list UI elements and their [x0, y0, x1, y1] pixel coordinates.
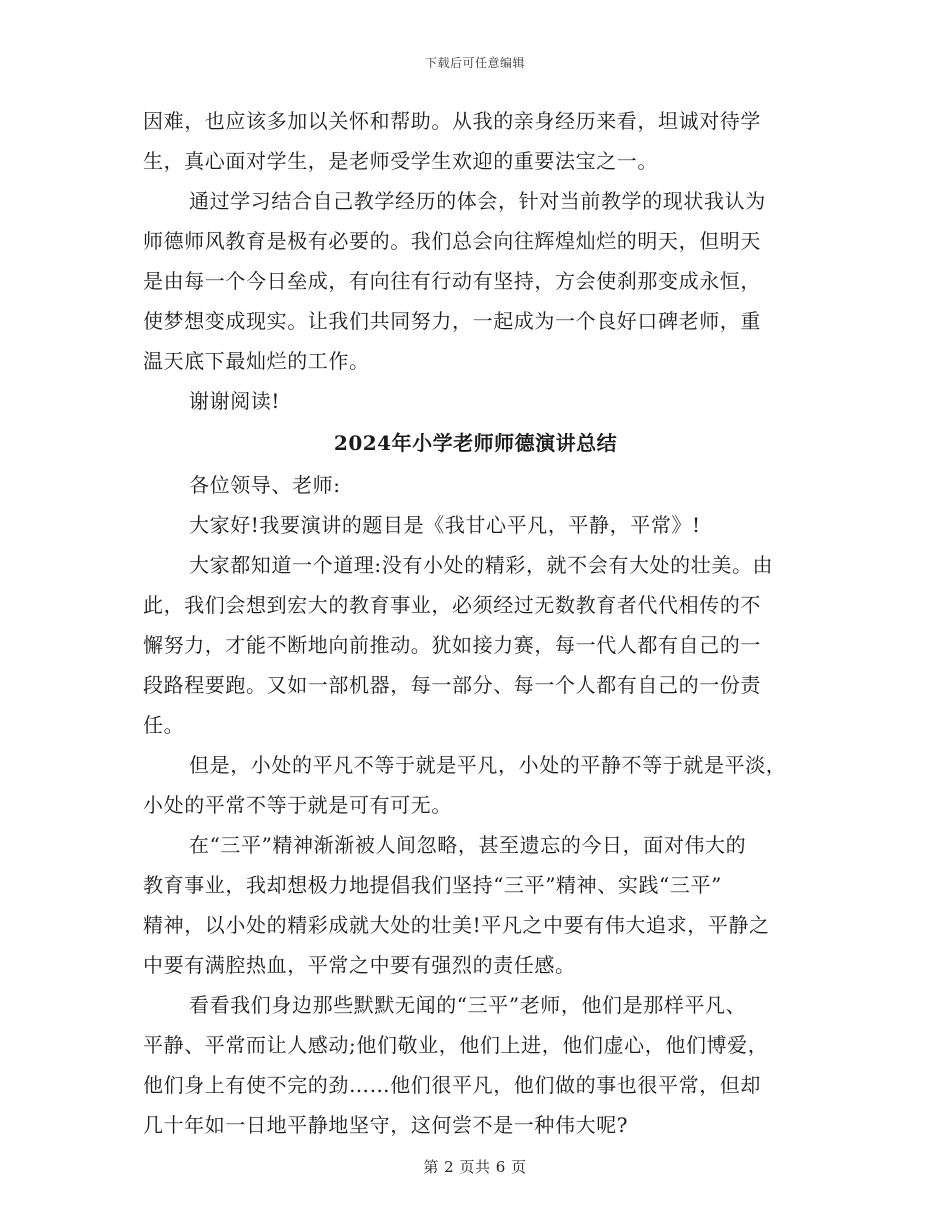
text-line: 中要有满腔热血，平常之中要有强烈的责任感。 [143, 953, 576, 977]
text-line: 任。 [143, 713, 185, 737]
page-header: 下载后可任意编辑 [424, 56, 525, 70]
text-line: 因难，也应该多加以关怀和帮助。从我的亲身经历来看，坦诚对待学 [143, 109, 761, 133]
text-line: 温天底下最灿烂的工作。 [143, 349, 370, 373]
document-body [143, 101, 808, 1145]
paragraph-8 [143, 825, 808, 985]
section-title: 2024年小学老师师德演讲总结 [333, 431, 618, 455]
paragraph-3 [143, 381, 808, 421]
text-line: 懈努力，才能不断地向前推动。犹如接力赛，每一代人都有自己的一 [143, 633, 761, 657]
text-line: 此，我们会想到宏大的教育事业，必须经过无数教育者代代相传的不 [143, 593, 761, 617]
text-line: 精神，以小处的精彩成就大处的壮美!平凡之中要有伟大追求，平静之 [143, 913, 770, 937]
text-line: 通过学习结合自己教学经历的体会，针对当前教学的现状我认为 [189, 189, 766, 213]
text-line: 大家好!我要演讲的题目是《我甘心平凡，平静，平常》! [189, 513, 701, 537]
paragraph-1 [143, 101, 808, 181]
text-line: 是由每一个今日垒成，有向往有行动有坚持，方会使刹那变成永恒， [143, 269, 761, 293]
paragraph-2 [143, 181, 808, 381]
text-line: 大家都知道一个道理:没有小处的精彩，就不会有大处的壮美。由 [189, 553, 774, 577]
text-line: 各位领导、老师: [189, 473, 341, 497]
text-line: 几十年如一日地平静地坚守，这何尝不是一种伟大呢? [143, 1113, 629, 1137]
text-line: 看看我们身边那些默默无闻的“三平”老师，他们是那样平凡、 [189, 993, 747, 1017]
paragraph-7 [143, 745, 808, 825]
text-line: 小处的平常不等于就是可有可无。 [143, 793, 452, 817]
text-line: 教育事业，我却想极力地提倡我们坚持“三平”精神、实践“三平” [143, 873, 722, 897]
paragraph-9 [143, 985, 808, 1145]
text-line: 他们身上有使不完的劲……他们很平凡，他们做的事也很平常，但却 [143, 1073, 761, 1097]
text-line: 生，真心面对学生，是老师受学生欢迎的重要法宝之一。 [143, 149, 658, 173]
text-line: 在“三平”精神渐渐被人间忽略，甚至遗忘的今日，面对伟大的 [189, 833, 747, 857]
paragraph-5 [143, 505, 808, 545]
text-line: 段路程要跑。又如一部机器，每一部分、每一个人都有自己的一份责 [143, 673, 761, 697]
page-footer: 第 2 页共 6 页 [423, 1158, 527, 1176]
paragraph-4 [143, 465, 808, 505]
text-line: 谢谢阅读! [189, 389, 281, 413]
text-line: 但是，小处的平凡不等于就是平凡，小处的平静不等于就是平淡， [189, 753, 787, 777]
paragraph-6 [143, 545, 808, 745]
text-line: 平静、平常而让人感动;他们敬业，他们上进，他们虚心，他们博爱， [143, 1033, 769, 1057]
text-line: 师德师风教育是极有必要的。我们总会向往辉煌灿烂的明天，但明天 [143, 229, 761, 253]
text-line: 使梦想变成现实。让我们共同努力，一起成为一个良好口碑老师，重 [143, 309, 761, 333]
